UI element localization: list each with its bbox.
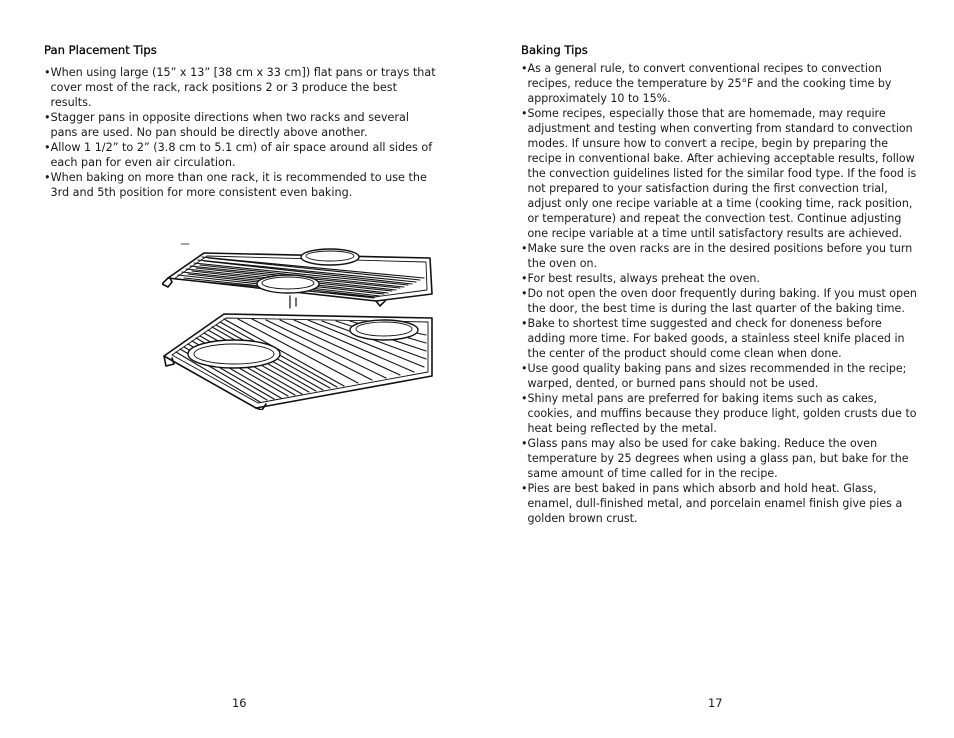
- list-item: •When using large (15” x 13” [38 cm x 33 cm]) flat pans or trays that cover most of the rack, rack positions 2 or 3 produce the best results.: [44, 66, 436, 109]
- left-page-content: [44, 42, 436, 200]
- pan-placement-list: [44, 65, 436, 200]
- list-item: •Glass pans may also be used for cake baking. Reduce the oven temperature by 25 degrees when using a glass pan, but bake for the same amount of time called for in the recipe.: [521, 437, 909, 480]
- list-item: •Shiny metal pans are preferred for baking items such as cakes, cookies, and muffins because they produce light, golden crusts due to heat being reflected by the metal.: [521, 392, 917, 435]
- list-item: •Do not open the oven door frequently during baking. If you must open the door, the best time is during the last quarter of the baking time.: [521, 287, 917, 315]
- list-item: •Stagger pans in opposite directions when two racks and several pans are used. No pan should be directly above another.: [44, 111, 409, 139]
- list-item: •Pies are best baked in pans which absorb and hold heat. Glass, enamel, dull-finished metal, and porcelain enamel finish give pies a golden brown crust.: [521, 482, 903, 525]
- list-item: •For best results, always preheat the oven.: [521, 272, 760, 285]
- page-number-left: 16: [232, 696, 247, 710]
- pan-placement-heading: Pan Placement Tips: [44, 43, 157, 57]
- list-item: •Allow 1 1/2” to 2” (3.8 cm to 5.1 cm) of air space around all sides of each pan for even air circulation.: [44, 141, 433, 169]
- baking-tips-list: [521, 61, 917, 526]
- baking-tips-heading: Baking Tips: [521, 43, 588, 57]
- list-item: •As a general rule, to convert conventional recipes to convection recipes, reduce the temperature by 25°F and the cooking time by approximately 10 to 15%.: [521, 62, 892, 105]
- list-item: •When baking on more than one rack, it is recommended to use the 3rd and 5th position for more consistent even baking.: [44, 171, 427, 199]
- list-item: •Make sure the oven racks are in the desired positions before you turn the oven on.: [521, 242, 913, 270]
- oven-racks-illustration: [162, 238, 434, 410]
- list-item: •Some recipes, especially those that are homemade, may require adjustment and testing when converting from standard to convection modes. If unsure how to convert a recipe, begin by preparing the recipe in conventional bake. After achieving acceptable results, follow the convection guidelines listed for the similar food type. If the food is not prepared to your satisfaction during the first convection trial, adjust only one recipe variable at a time (cooking time, rack position, or temperature) and repeat the convection test. Continue adjusting one recipe variable at a time until satisfactory results are achieved.: [521, 107, 917, 240]
- list-item: •Bake to shortest time suggested and check for doneness before adding more time. For baked goods, a stainless steel knife placed in the center of the product should come clean when done.: [521, 317, 905, 360]
- list-item: •Use good quality baking pans and sizes recommended in the recipe; warped, dented, or burned pans should not be used.: [521, 362, 907, 390]
- page-number-right: 17: [708, 696, 723, 710]
- right-page-content: [521, 42, 917, 526]
